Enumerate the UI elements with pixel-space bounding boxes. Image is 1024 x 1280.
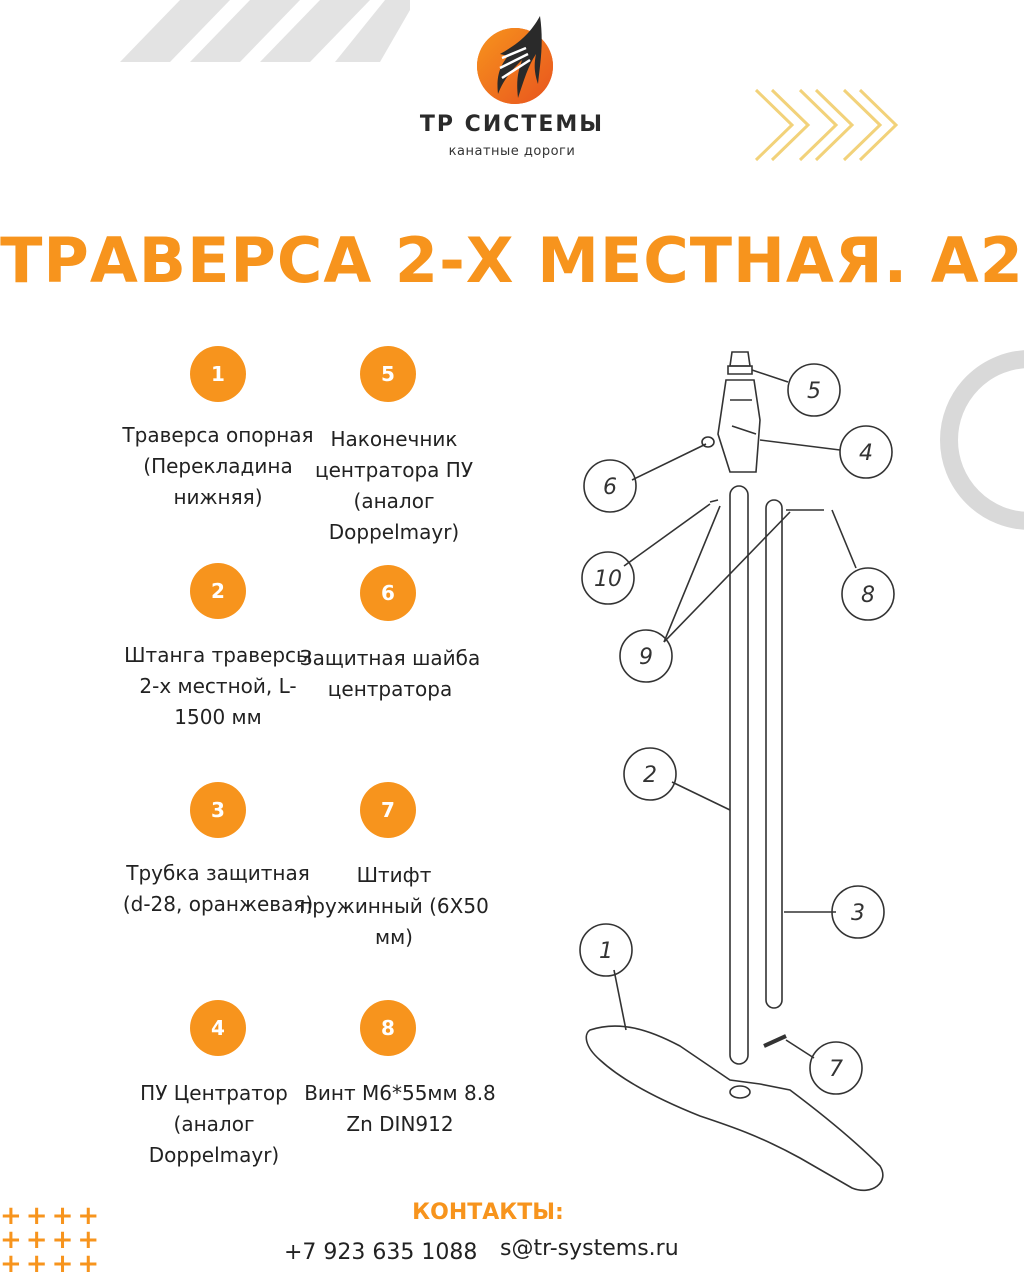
part-4-badge: 4 — [190, 1000, 246, 1056]
part-1-text: Траверса опорная (Перекладина нижняя) — [122, 423, 314, 509]
part-2-badge: 2 — [190, 563, 246, 619]
callout-7: 7 — [829, 1057, 843, 1082]
wing-logo-icon — [470, 14, 560, 114]
callout-5: 5 — [807, 379, 821, 404]
part-6-text: Защитная шайба центратора — [299, 646, 481, 701]
assembly-drawing — [560, 330, 980, 1210]
part-7-text: Штифт пружинный (6Х50 мм) — [299, 863, 489, 949]
callout-4: 4 — [859, 441, 873, 466]
part-8-text: Винт М6*55мм 8.8 Zn DIN912 — [304, 1081, 496, 1136]
part-7-badge: 7 — [360, 782, 416, 838]
callout-6: 6 — [603, 475, 617, 500]
contact-phone[interactable]: +7 923 635 1088 — [284, 1240, 478, 1265]
callout-1: 1 — [599, 939, 613, 964]
part-2-text: Штанга траверсы 2-х местной, L-1500 мм — [124, 643, 312, 729]
callout-8: 8 — [861, 583, 875, 608]
callout-10: 10 — [594, 567, 622, 592]
callout-9: 9 — [639, 645, 653, 670]
part-3-badge: 3 — [190, 782, 246, 838]
contact-email[interactable]: s@tr-systems.ru — [500, 1236, 679, 1261]
plus-decoration-icon: ++++ ++++ ++++ — [0, 1201, 104, 1279]
callout-3: 3 — [851, 901, 865, 926]
decorative-stripes — [120, 0, 410, 62]
part-1-badge: 1 — [190, 346, 246, 402]
callout-2: 2 — [643, 763, 657, 788]
part-8-badge: 8 — [360, 1000, 416, 1056]
part-5-text: Наконечник центратора ПУ (аналог Doppelmayr) — [314, 427, 474, 544]
brand-name: ТР СИСТЕМЫ — [419, 112, 605, 137]
part-3-text: Трубка защитная (d-28, оранжевая) — [122, 861, 314, 916]
part-4-text: ПУ Центратор (аналог Doppelmayr) — [140, 1081, 288, 1167]
part-5-badge: 5 — [360, 346, 416, 402]
page-title: ТРАВЕРСА 2-Х МЕСТНАЯ. А2 — [0, 224, 1024, 297]
brand-tagline: канатные дороги — [448, 144, 576, 159]
contacts-title: КОНТАКТЫ: — [412, 1200, 564, 1225]
chevrons-decoration-icon — [752, 86, 902, 164]
part-6-badge: 6 — [360, 565, 416, 621]
